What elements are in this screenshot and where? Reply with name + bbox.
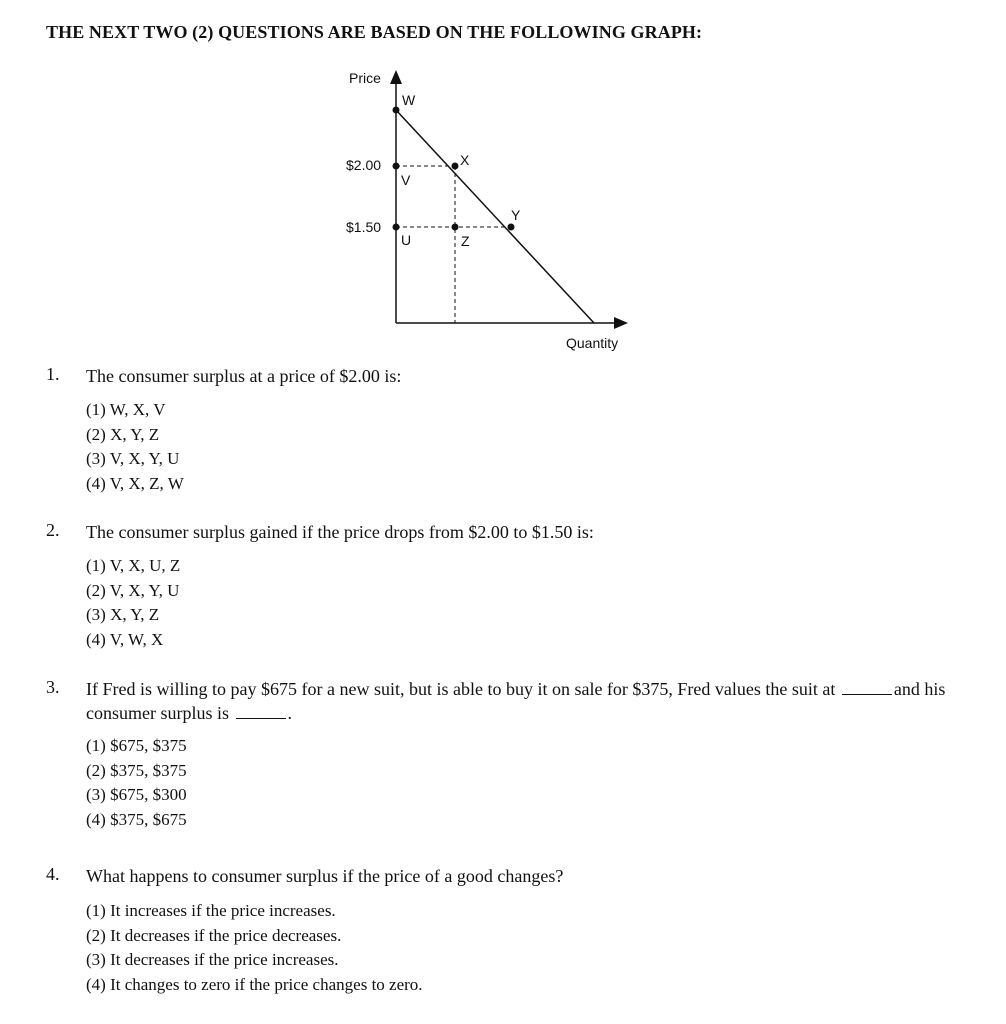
demand-line [396,110,594,323]
label-z: Z [461,233,470,249]
option-2: (2) It decreases if the price decreases. [86,925,342,945]
label-y: Y [511,207,521,223]
option-3: (3) $675, $300 [86,785,187,804]
y-axis-arrow [390,70,402,84]
point-price-low [393,224,400,231]
answer-options [86,554,180,652]
label-v: V [401,172,411,188]
question-text-part-3: . [287,703,292,723]
point-top [393,107,400,114]
answer-options [86,734,187,832]
point-y [508,224,515,231]
section-heading: THE NEXT TWO (2) QUESTIONS ARE BASED ON THE FOLLOWING GRAPH: [46,22,703,42]
option-2: (2) X, Y, Z [86,424,160,444]
price-low-label: $1.50 [346,219,382,235]
point-x [452,163,459,170]
question-text-part-2: and his consumer surplus is [86,679,946,723]
y-axis-label: Price [349,70,381,86]
question-text: The consumer surplus at a price of $2.00 is: [86,366,402,386]
answer-options [86,899,423,997]
option-4: (4) $375, $675 [86,809,187,829]
option-3: (3) It decreases if the price increases. [86,950,339,969]
label-x: X [460,152,470,168]
option-2: (2) V, X, Y, U [86,580,180,600]
question-text-part-1: If Fred is willing to pay $675 for a new suit, but is able to buy it on sale for $375, Fred values the suit at [86,679,836,699]
question-number: 3. [46,677,60,697]
option-3: (3) V, X, Y, U [86,449,180,468]
question-number: 4. [46,864,60,884]
point-price-high [393,163,400,170]
option-1: (1) It increases if the price increases. [86,901,336,920]
option-1: (1) W, X, V [86,400,166,419]
option-4: (4) V, X, Z, W [86,473,184,493]
option-1: (1) V, X, U, Z [86,556,181,575]
option-1: (1) $675, $375 [86,736,187,755]
option-3: (3) X, Y, Z [86,605,160,624]
option-2: (2) $375, $375 [86,760,187,780]
x-axis-arrow [614,317,628,329]
answer-blank [842,680,892,695]
option-4: (4) It changes to zero if the price changes to zero. [86,974,423,994]
price-high-label: $2.00 [346,157,382,173]
question-number: 1. [46,364,60,384]
question-number: 2. [46,520,60,540]
question-text: What happens to consumer surplus if the price of a good changes? [86,866,564,886]
label-u: U [401,232,412,248]
question-text [86,677,966,725]
answer-options [86,398,184,496]
question-text: The consumer surplus gained if the price drops from $2.00 to $1.50 is: [86,522,594,542]
option-4: (4) V, W, X [86,629,164,649]
consumer-surplus-graph [0,0,1006,360]
point-z [452,224,459,231]
x-axis-label: Quantity [566,335,619,351]
label-w: W [402,92,416,108]
answer-blank [236,704,286,719]
